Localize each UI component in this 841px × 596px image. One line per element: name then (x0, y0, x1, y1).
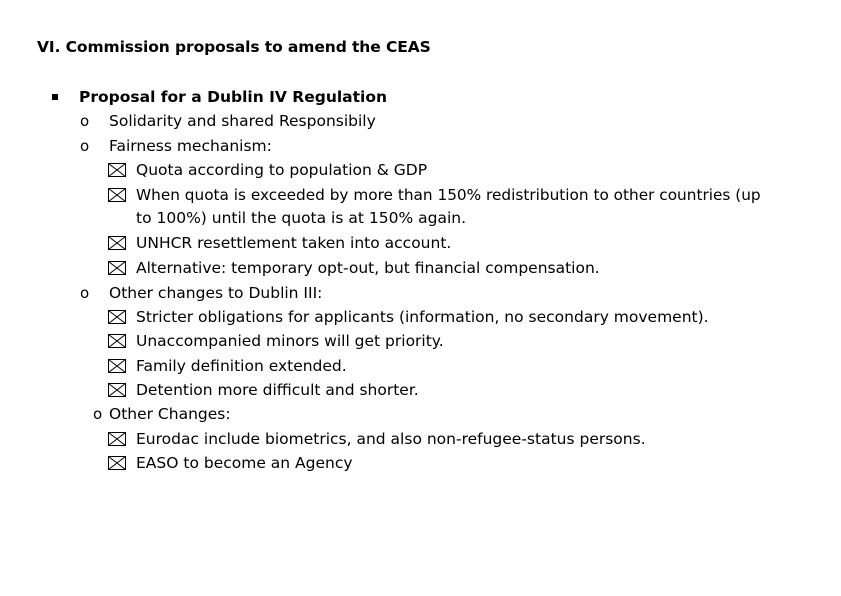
item-family: Family definition extended. (136, 357, 347, 375)
x-box-icon (108, 334, 126, 348)
x-box-icon (108, 236, 126, 250)
item-alternative: Alternative: temporary opt-out, but financial compensation. (136, 259, 600, 277)
circle-bullet-icon: o (80, 137, 90, 155)
item-other-changes: Other Changes: (109, 405, 231, 423)
x-box-icon (108, 383, 126, 397)
item-detention: Detention more difficult and shorter. (136, 381, 419, 399)
item-eurodac: Eurodac include biometrics, and also non-refugee-status persons. (136, 430, 646, 448)
x-box-icon (108, 359, 126, 373)
item-minors: Unaccompanied minors will get priority. (136, 332, 444, 350)
item-solidarity: Solidarity and shared Responsibily (109, 112, 376, 130)
x-box-icon (108, 188, 126, 202)
circle-bullet-icon: o (80, 112, 90, 130)
x-box-icon (108, 261, 126, 275)
item-fairness: Fairness mechanism: (109, 137, 272, 155)
x-box-icon (108, 163, 126, 177)
x-box-icon (108, 310, 126, 324)
item-unhcr: UNHCR resettlement taken into account. (136, 234, 452, 252)
item-exceeded-line1: When quota is exceeded by more than 150% redistribution to other countries (up (136, 186, 761, 204)
item-easo: EASO to become an Agency (136, 454, 353, 472)
item-quota: Quota according to population & GDP (136, 161, 428, 179)
item-stricter: Stricter obligations for applicants (information, no secondary movement). (136, 308, 709, 326)
square-bullet-icon (52, 94, 58, 100)
main-bullet-text: Proposal for a Dublin IV Regulation (79, 88, 388, 106)
circle-bullet-icon: o (80, 284, 90, 302)
section-heading: VI. Commission proposals to amend the CEAS (37, 38, 431, 56)
x-box-icon (108, 432, 126, 446)
item-other-dublin: Other changes to Dublin III: (109, 284, 323, 302)
circle-bullet-icon: o (93, 405, 103, 423)
x-box-icon (108, 456, 126, 470)
item-exceeded-line2: to 100%) until the quota is at 150% again. (136, 209, 466, 227)
